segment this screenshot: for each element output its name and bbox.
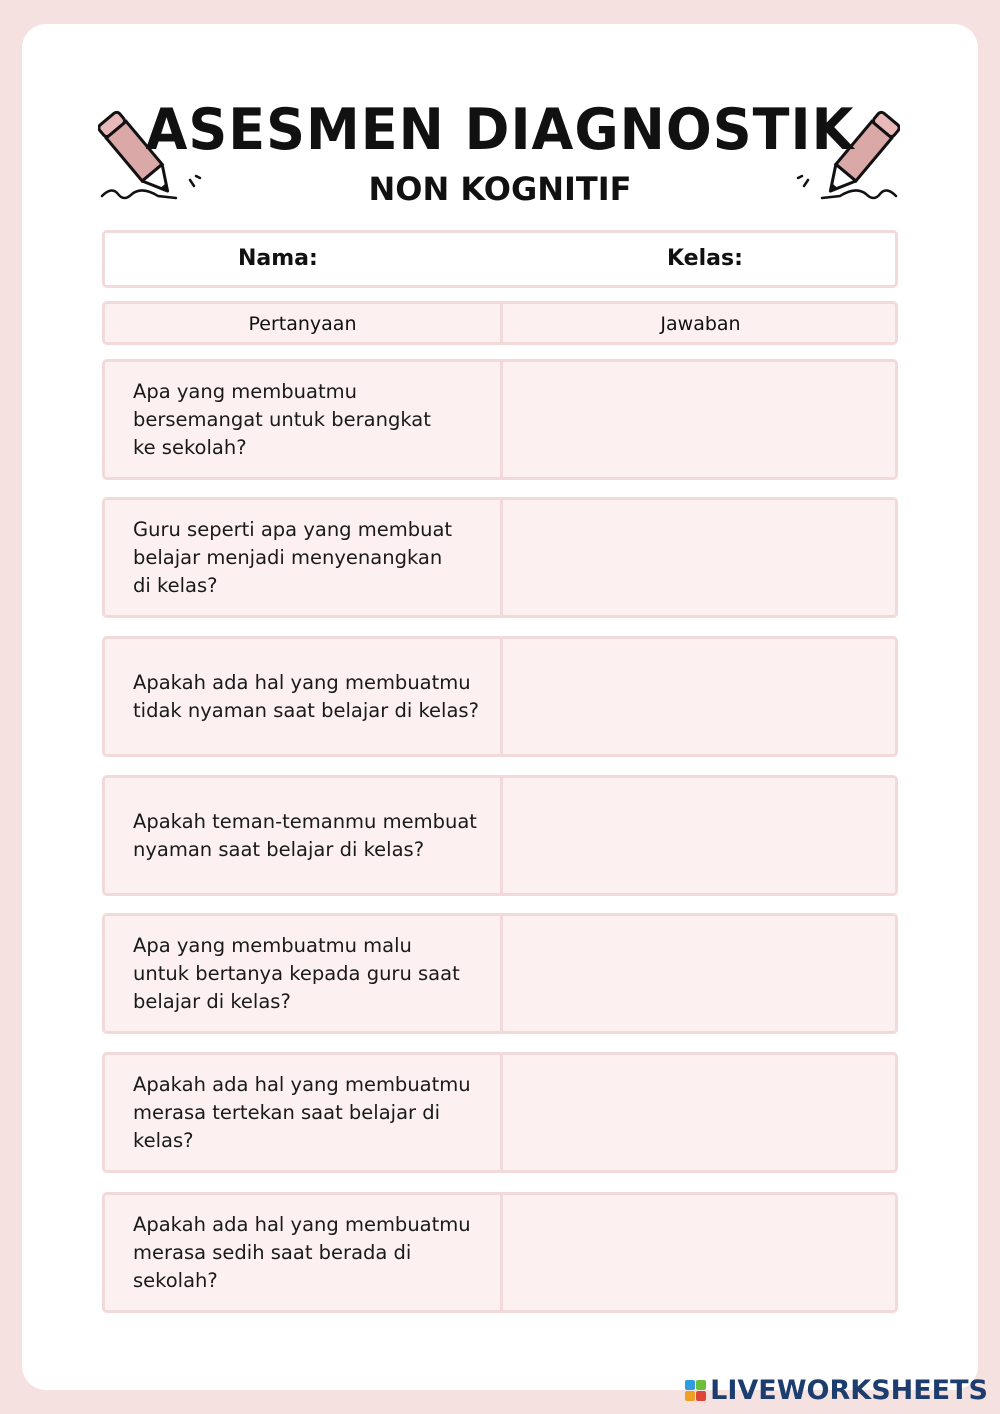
answer-field[interactable] [503,1195,895,1310]
table-row [102,359,898,480]
liveworksheets-logo-icon [685,1380,706,1401]
liveworksheets-watermark [685,1375,988,1406]
question-text: Apa yang membuatmu malu untuk bertanya kepada guru saat belajar di kelas? [133,933,460,1013]
question-text: Apakah teman-temanmu membuat nyaman saat belajar di kelas? [133,809,477,861]
page-title: ASESMEN DIAGNOSTIK [145,96,855,163]
answer-field[interactable] [503,778,895,893]
question-text: Guru seperti apa yang membuat belajar menjadi menyenangkan di kelas? [133,517,453,597]
class-label: Kelas: [667,246,743,271]
table-row [102,636,898,757]
table-row [102,775,898,896]
table-row [102,1192,898,1313]
column-header-question: Pertanyaan [248,313,357,335]
column-header-answer: Jawaban [660,313,741,335]
question-text: Apa yang membuatmu bersemangat untuk berangkat ke sekolah? [133,379,431,459]
answer-field[interactable] [503,500,895,615]
table-row [102,497,898,618]
answer-field[interactable] [503,362,895,477]
table-row [102,913,898,1034]
brand-text: LIVEWORKSHEETS [710,1375,988,1406]
question-text: Apakah ada hal yang membuatmu tidak nyaman saat belajar di kelas? [133,670,479,722]
question-text: Apakah ada hal yang membuatmu merasa sedih saat berada di sekolah? [133,1212,471,1292]
answer-field[interactable] [503,639,895,754]
table-row [102,1052,898,1173]
name-label: Nama: [238,246,318,271]
answer-field[interactable] [503,1055,895,1170]
table-header [102,301,898,345]
student-info-row [102,230,898,288]
question-text: Apakah ada hal yang membuatmu merasa tertekan saat belajar di kelas? [133,1072,471,1152]
answer-field[interactable] [503,916,895,1031]
page-subtitle: NON KOGNITIF [368,170,632,208]
